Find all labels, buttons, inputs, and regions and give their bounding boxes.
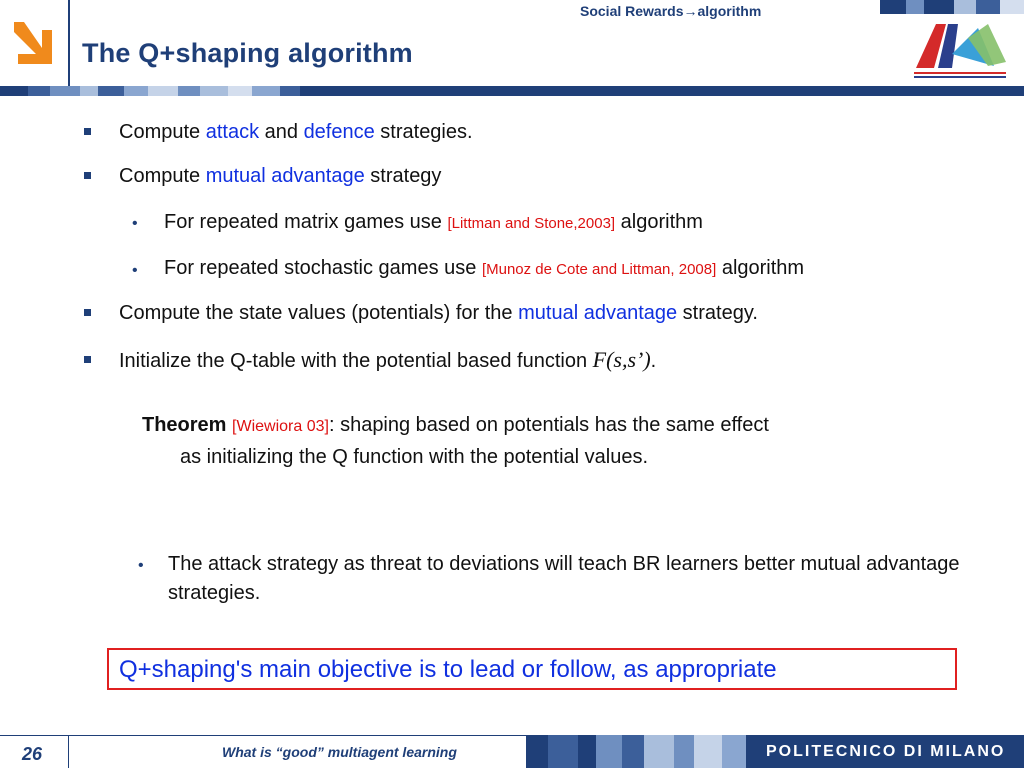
ai-lab-logo [908,18,1012,82]
arrow-down-right-icon [0,0,66,86]
theorem-label: Theorem [142,414,227,436]
page-number: 26 [22,744,43,764]
potential-function-formula: F(s,s’) [592,347,651,372]
footer-rule [0,735,526,736]
bullet-initialize-q-table: Initialize the Q-table with the potential based function F(s,s’). [119,347,657,372]
objective-text: Q+shaping's main objective is to lead or follow, as appropriate [119,656,777,683]
footer-pattern-strip [526,735,746,768]
theorem-block: Theorem [Wiewiora 03]: shaping based on potentials has the same effect as initializing the Q function with the potential values. [142,414,769,468]
bullet-compute-mutual-advantage: Compute mutual advantage strategy [119,165,442,187]
square-bullet-icon [84,309,91,316]
note-attack-strategy: The attack strategy as threat to deviations will teach BR learners better mutual advantage strategies. [168,553,960,604]
header-color-strip [880,0,1024,14]
footer-title: What is “good” multiagent learning [222,744,457,760]
square-bullet-icon [84,128,91,135]
dot-bullet-icon: • [132,262,138,279]
objective-callout [107,648,957,690]
page-title: The Q+shaping algorithm [82,38,413,68]
logo [0,0,66,86]
footer-brand-bar [746,735,1024,768]
subbullet-stochastic-games: For repeated stochastic games use [Munoz de Cote and Littman, 2008] algorithm [164,257,805,279]
header-divider [68,0,70,86]
brand-logo-text: POLITECNICO DI MILANO [766,743,1006,760]
dot-bullet-icon: • [132,215,138,232]
square-bullet-icon [84,356,91,363]
dot-bullet-icon: • [138,557,144,574]
footer-divider [68,735,69,768]
breadcrumb: Social Rewards→algorithm [580,3,762,19]
subbullet-matrix-games: For repeated matrix games use [Littman and Stone,2003] algorithm [164,211,703,233]
theorem-reference: [Wiewiora 03] [232,418,329,435]
bullet-compute-attack-defence: Compute attack and defence strategies. [119,121,473,143]
header-pattern-strip [0,86,300,96]
bullet-state-values: Compute the state values (potentials) for the mutual advantage strategy. [119,302,758,324]
square-bullet-icon [84,172,91,179]
